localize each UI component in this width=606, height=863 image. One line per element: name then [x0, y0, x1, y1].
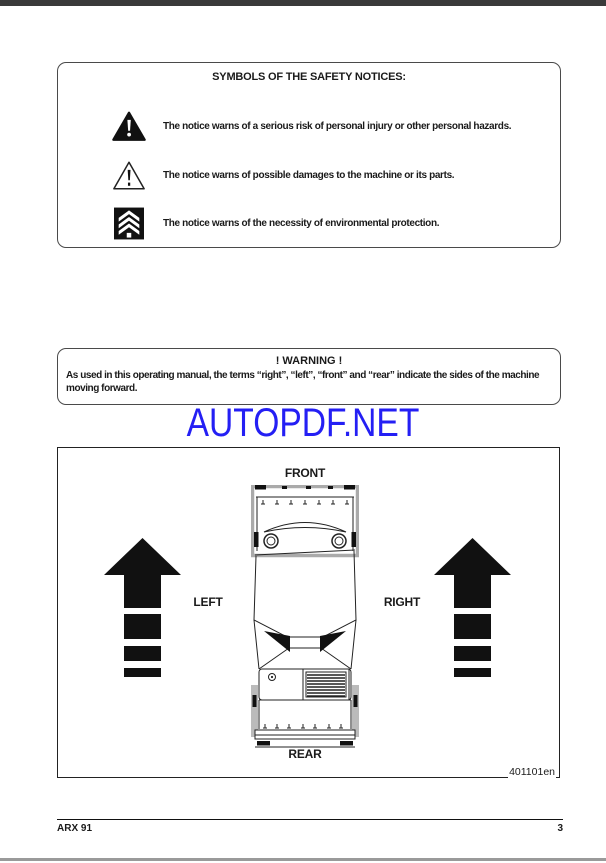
window-bottom-edge	[0, 858, 606, 861]
orientation-figure	[57, 447, 560, 778]
footer-divider	[57, 819, 563, 820]
safety-box-title: SYMBOLS OF THE SAFETY NOTICES:	[212, 71, 406, 83]
safety-notice-text: The notice warns of possible damages to the machine or its parts.	[163, 169, 455, 181]
warning-body-text: As used in this operating manual, the terms “right”, “left”, “front” and “rear” indicate the sides of the machine moving forward.	[66, 370, 540, 394]
safety-notice-text: The notice warns of the necessity of environmental protection.	[163, 217, 440, 229]
direction-arrow-left	[104, 537, 181, 678]
safety-notice-row	[111, 109, 511, 143]
footer-page-number: 3	[557, 823, 563, 834]
safety-notice-row	[111, 206, 439, 240]
safety-notice-text: The notice warns of a serious risk of personal injury or other personal hazards.	[163, 120, 512, 132]
label-right: RIGHT	[383, 595, 421, 609]
label-front: FRONT	[284, 466, 326, 480]
window-top-edge	[0, 0, 606, 6]
warning-box	[57, 348, 561, 405]
warning-title: ! WARNING !	[275, 355, 343, 367]
direction-arrow-right	[434, 537, 511, 678]
footer-model-name: ARX 91	[57, 823, 93, 834]
watermark-text: AUTOPDF.NET	[186, 401, 420, 445]
danger-triangle-solid-icon	[111, 109, 147, 143]
safety-notice-row	[111, 158, 454, 192]
label-rear: REAR	[288, 747, 322, 761]
figure-id: 401101en	[509, 766, 555, 778]
machine-top-view-drawing	[251, 485, 359, 748]
caution-triangle-outline-icon	[111, 158, 147, 192]
environment-protection-icon	[111, 206, 147, 240]
safety-symbols-box	[57, 62, 561, 248]
label-left: LEFT	[193, 595, 223, 609]
